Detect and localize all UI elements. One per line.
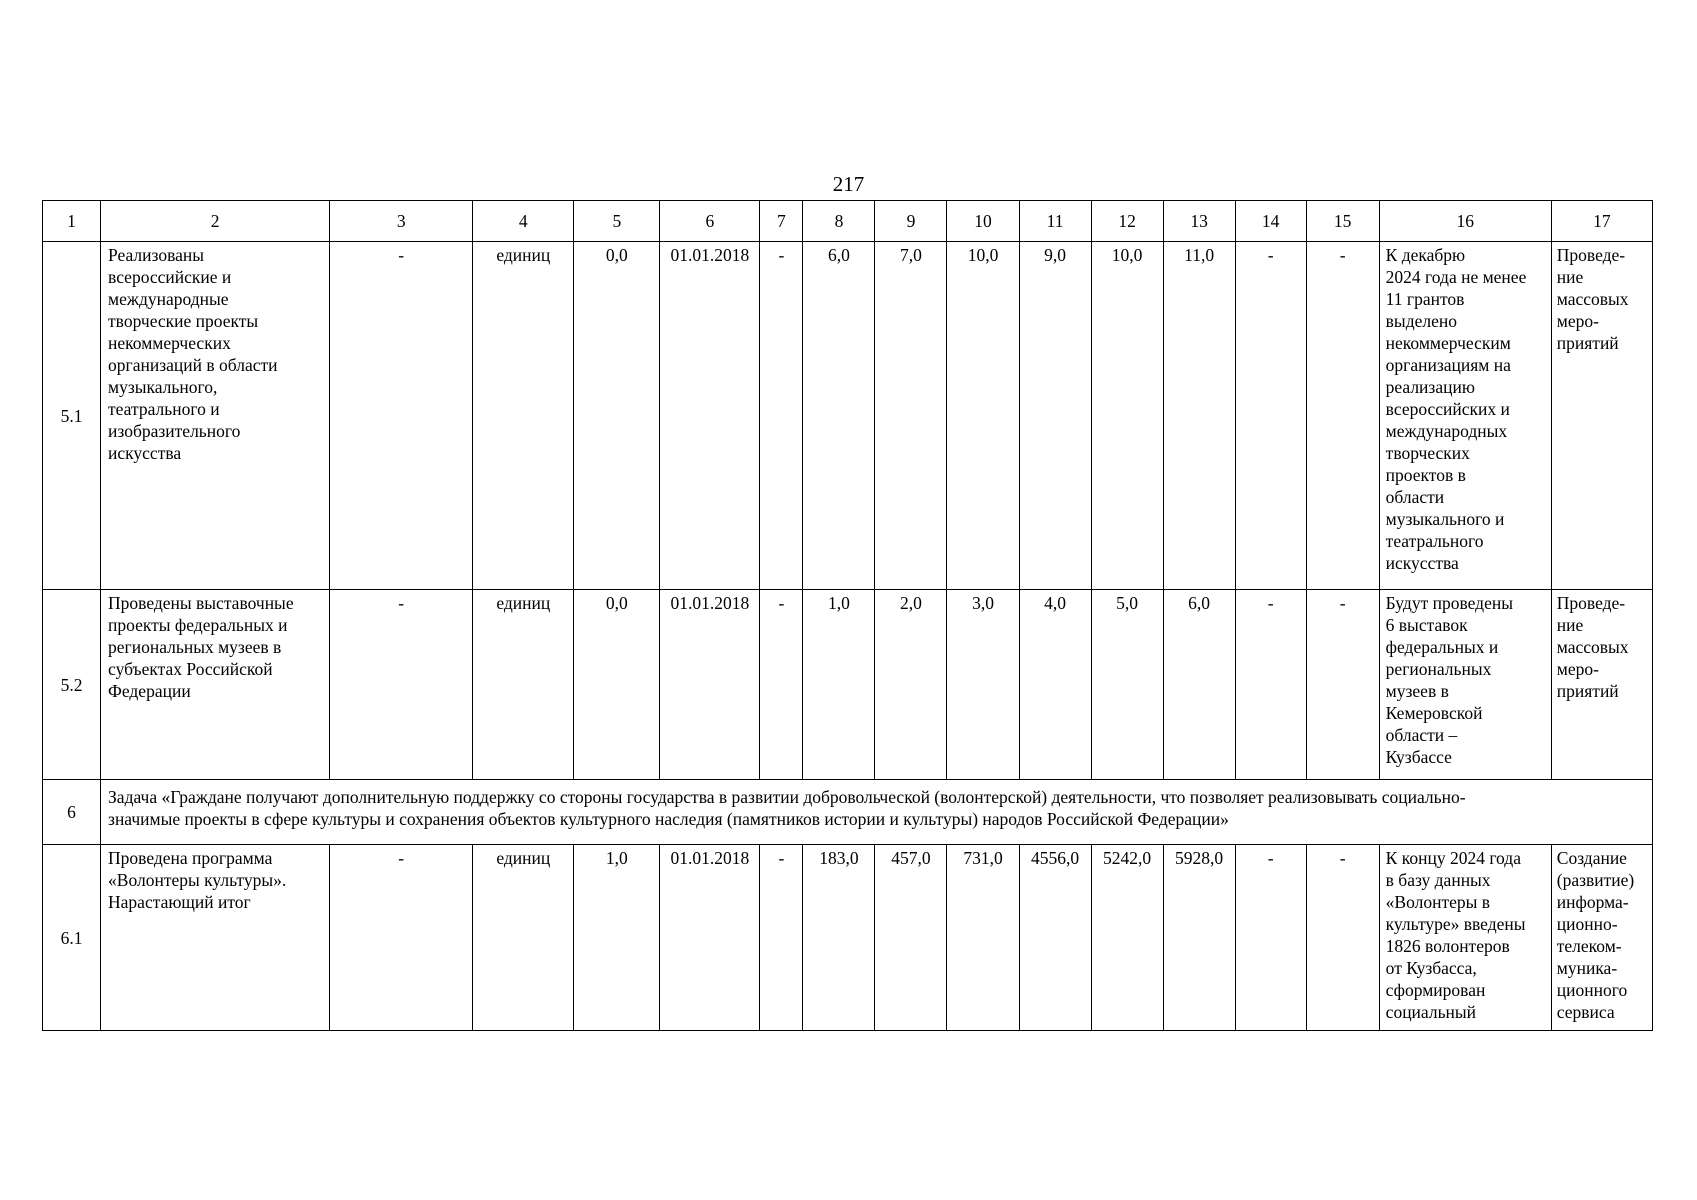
table-row: [43, 590, 1653, 780]
value-cell: 4556,0: [1019, 845, 1091, 1031]
text-line: телеком-: [1556, 936, 1622, 956]
table-cell: -: [330, 845, 473, 1031]
indicator-name: [101, 590, 330, 780]
table-cell: 0,0: [574, 242, 660, 590]
column-header: 2: [101, 201, 330, 242]
text-line: Федерации: [108, 681, 191, 701]
column-header: 17: [1551, 201, 1652, 242]
table-row: [43, 242, 1653, 590]
text-line: 11 грантов: [1385, 289, 1465, 309]
value-cell: 2,0: [875, 590, 947, 780]
row-number: 6.1: [43, 845, 101, 1031]
table-cell: -: [1306, 242, 1379, 590]
text-line: международные: [108, 289, 229, 309]
text-line: «Волонтеры культуры».: [108, 870, 287, 890]
text-line: меро-: [1556, 311, 1599, 331]
value-cell: 7,0: [875, 242, 947, 590]
column-header: 8: [803, 201, 875, 242]
date-cell: 01.01.2018: [660, 590, 760, 780]
table-cell: -: [1306, 845, 1379, 1031]
text-line: 2024 года не менее: [1385, 267, 1527, 287]
column-header: 1: [43, 201, 101, 242]
value-cell: 457,0: [875, 845, 947, 1031]
text-line: всероссийских и: [1385, 399, 1510, 419]
text-line: массовых: [1556, 637, 1629, 657]
unit-cell: единиц: [473, 590, 574, 780]
indicator-name: [101, 242, 330, 590]
row-number: 6: [43, 780, 101, 845]
text-line: К концу 2024 года: [1385, 848, 1521, 868]
text-line: музыкального и: [1385, 509, 1505, 529]
text-line: Проведе-: [1556, 245, 1626, 265]
text-line: искусства: [1385, 553, 1459, 573]
text-line: ние: [1556, 267, 1584, 287]
value-cell: 183,0: [803, 845, 875, 1031]
result-description: [1379, 242, 1551, 590]
value-cell: 10,0: [947, 242, 1019, 590]
text-line: Реализованы: [108, 245, 205, 265]
column-header: 14: [1235, 201, 1306, 242]
page-number: 217: [832, 172, 865, 196]
text-line: музыкального,: [108, 377, 218, 397]
text-line: федеральных и: [1385, 637, 1499, 657]
unit-cell: единиц: [473, 845, 574, 1031]
indicators-table: [42, 200, 1653, 1031]
text-line: Проведена программа: [108, 848, 273, 868]
text-line: культуре» введены: [1385, 914, 1526, 934]
row-number: 5.2: [43, 590, 101, 780]
table-cell: -: [760, 845, 803, 1031]
indicator-name: [101, 845, 330, 1031]
text-line: Будут проведены: [1385, 593, 1513, 613]
text-line: Нарастающий итог: [108, 892, 251, 912]
text-line: региональных музеев в: [108, 637, 282, 657]
column-header: 12: [1091, 201, 1163, 242]
text-line: 1826 волонтеров: [1385, 936, 1510, 956]
text-line: Задача «Граждане получают дополнительную поддержку со стороны государства в развитии добровольческой (волонтерской) деятельности, что позволяет реализовывать социально-: [108, 787, 1466, 807]
column-header: 3: [330, 201, 473, 242]
column-header: 5: [574, 201, 660, 242]
column-header: 4: [473, 201, 574, 242]
text-line: театрального: [1385, 531, 1484, 551]
date-cell: 01.01.2018: [660, 242, 760, 590]
table-cell: 0,0: [574, 590, 660, 780]
text-line: в базу данных: [1385, 870, 1491, 890]
text-line: меро-: [1556, 659, 1599, 679]
value-cell: 5928,0: [1163, 845, 1235, 1031]
task-description: [101, 780, 1653, 845]
result-description: [1379, 590, 1551, 780]
text-line: региональных: [1385, 659, 1492, 679]
text-line: организаций в области: [108, 355, 278, 375]
text-line: значимые проекты в сфере культуры и сохранения объектов культурного наследия (памятников истории и культуры) народов Российской Федерации»: [108, 809, 1229, 829]
text-line: Кемеровской: [1385, 703, 1483, 723]
text-line: проекты федеральных и: [108, 615, 288, 635]
text-line: выделено: [1385, 311, 1457, 331]
column-header: 9: [875, 201, 947, 242]
value-cell: 3,0: [947, 590, 1019, 780]
column-header: 6: [660, 201, 760, 242]
column-header: 16: [1379, 201, 1551, 242]
text-line: субъектах Российской: [108, 659, 273, 679]
unit-cell: единиц: [473, 242, 574, 590]
text-line: (развитие): [1556, 870, 1635, 890]
text-line: искусства: [108, 443, 182, 463]
text-line: Создание: [1556, 848, 1627, 868]
event-type: [1551, 242, 1652, 590]
text-line: муника-: [1556, 958, 1618, 978]
text-line: некоммерческих: [108, 333, 231, 353]
column-header: 10: [947, 201, 1019, 242]
text-line: области: [1385, 487, 1445, 507]
text-line: от Кузбасса,: [1385, 958, 1477, 978]
text-line: сервиса: [1556, 1002, 1615, 1022]
column-header: 7: [760, 201, 803, 242]
value-cell: 4,0: [1019, 590, 1091, 780]
table-cell: 1,0: [574, 845, 660, 1031]
task-row: [43, 780, 1653, 845]
column-header: 15: [1306, 201, 1379, 242]
text-line: Проведе-: [1556, 593, 1626, 613]
text-line: приятий: [1556, 333, 1619, 353]
text-line: музеев в: [1385, 681, 1449, 701]
table-cell: -: [760, 242, 803, 590]
table-cell: -: [760, 590, 803, 780]
text-line: 6 выставок: [1385, 615, 1468, 635]
text-line: реализацию: [1385, 377, 1475, 397]
event-type: [1551, 590, 1652, 780]
value-cell: 11,0: [1163, 242, 1235, 590]
value-cell: 731,0: [947, 845, 1019, 1031]
value-cell: 10,0: [1091, 242, 1163, 590]
event-type: [1551, 845, 1652, 1031]
value-cell: 5242,0: [1091, 845, 1163, 1031]
text-line: информа-: [1556, 892, 1629, 912]
header-row: [43, 201, 1653, 242]
text-line: ние: [1556, 615, 1584, 635]
text-line: всероссийские и: [108, 267, 232, 287]
table-cell: -: [330, 590, 473, 780]
text-line: творческих: [1385, 443, 1470, 463]
text-line: проектов в: [1385, 465, 1466, 485]
text-line: области –: [1385, 725, 1458, 745]
text-line: Кузбассе: [1385, 747, 1452, 767]
column-header: 13: [1163, 201, 1235, 242]
text-line: ционного: [1556, 980, 1628, 1000]
text-line: массовых: [1556, 289, 1629, 309]
text-line: театрального и: [108, 399, 220, 419]
table-cell: -: [1306, 590, 1379, 780]
text-line: некоммерческим: [1385, 333, 1511, 353]
text-line: творческие проекты: [108, 311, 259, 331]
text-line: К декабрю: [1385, 245, 1466, 265]
result-description: [1379, 845, 1551, 1031]
text-line: изобразительного: [108, 421, 241, 441]
text-line: приятий: [1556, 681, 1619, 701]
value-cell: 1,0: [803, 590, 875, 780]
value-cell: 6,0: [1163, 590, 1235, 780]
table-cell: -: [1235, 845, 1306, 1031]
table-cell: -: [1235, 242, 1306, 590]
text-line: сформирован: [1385, 980, 1486, 1000]
date-cell: 01.01.2018: [660, 845, 760, 1031]
text-line: организациям на: [1385, 355, 1511, 375]
value-cell: 6,0: [803, 242, 875, 590]
text-line: Проведены выставочные: [108, 593, 294, 613]
column-header: 11: [1019, 201, 1091, 242]
table-cell: -: [1235, 590, 1306, 780]
text-line: международных: [1385, 421, 1508, 441]
text-line: социальный: [1385, 1002, 1477, 1022]
value-cell: 9,0: [1019, 242, 1091, 590]
text-line: ционно-: [1556, 914, 1618, 934]
table-cell: -: [330, 242, 473, 590]
table-row: [43, 845, 1653, 1031]
value-cell: 5,0: [1091, 590, 1163, 780]
row-number: 5.1: [43, 242, 101, 590]
text-line: «Волонтеры в: [1385, 892, 1491, 912]
